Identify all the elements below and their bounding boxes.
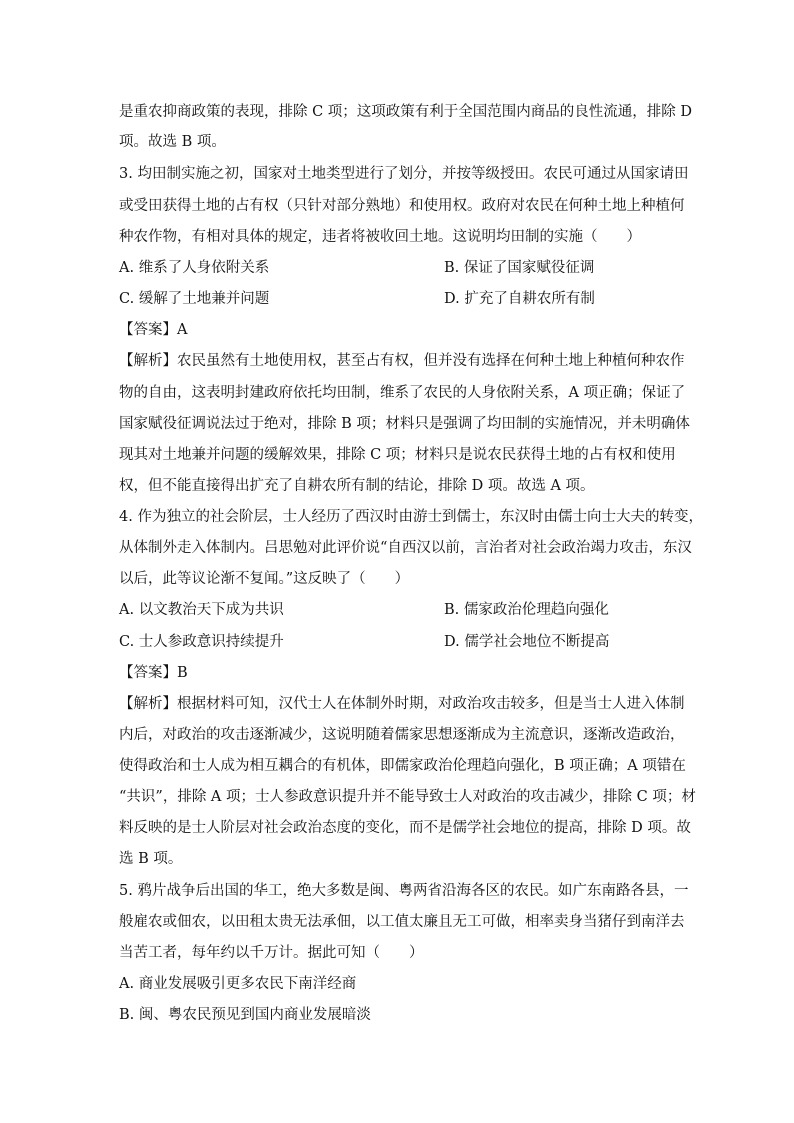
q3-analysis-line: 【解析】农民虽然有土地使用权，甚至占有权，但并没有选择在何种土地上种植何种农作 (119, 353, 685, 369)
q3-stem-line: 或受田获得土地的占有权（只针对部分熟地）和使用权。政府对农民在何种土地上种植何 (119, 198, 685, 214)
q4-option-b: B. 儒家政治伦理趋向强化 (444, 602, 609, 618)
q4-option-d: D. 儒学社会地位不断提高 (444, 634, 610, 650)
q4-analysis-line: 料反映的是士人阶层对社会政治态度的变化，而不是儒学社会地位的提高，排除 D 项。故 (119, 820, 691, 836)
q3-stem-line: 种农作物，有相对具体的规定，违者将被收回土地。这说明均田制的实施（ ） (119, 229, 641, 245)
q5-stem-line: 般雇农或佃农，以田租太贵无法承佃，以工值太廉且无工可做，相率卖身当猪仔到南洋去 (119, 914, 685, 930)
q4-analysis-line: 使得政治和士人成为相互耦合的有机体，即儒家政治伦理趋向强化，B 项正确；A 项错在 (119, 758, 686, 774)
q4-stem-line: 从体制外走入体制内。吕思勉对此评价说“自西汉以前，言治者对社会政治竭力攻击，东汉 (119, 540, 692, 556)
q3-analysis-line: 权，但不能直接得出扩充了自耕农所有制的结论，排除 D 项。故选 A 项。 (119, 478, 595, 494)
q3-analysis-line: 物的自由，这表明封建政府依托均田制，维系了农民的人身依附关系，A 项正确；保证了 (119, 385, 686, 401)
q5-option-a: A. 商业发展吸引更多农民下南洋经商 (119, 976, 357, 992)
text-line: 项。故选 B 项。 (119, 134, 226, 150)
q4-analysis-line: “共识”，排除 A 项；士人参政意识提升并不能导致士人对政治的攻击减少，排除 C 项；材 (119, 789, 696, 805)
q4-stem-line: 4. 作为独立的社会阶层，士人经历了西汉时由游士到儒士，东汉时由儒士向士大夫的转变， (119, 509, 703, 525)
q4-analysis-line: 内后，对政治的攻击逐渐减少，这说明随着儒家思想逐渐成为主流意识，逐渐改造政治， (119, 727, 685, 743)
q4-stem-line: 以后，此等议论渐不复闻。”这反映了（ ） (119, 571, 410, 587)
q5-stem-line: 5. 鸦片战争后出国的华工，绝大多数是闽、粤两省沿海各区的农民。如广东南路各县，一 (119, 883, 689, 899)
q3-analysis-line: 现其对土地兼并问题的缓解效果，排除 C 项；材料只是说农民获得土地的占有权和使用 (119, 447, 676, 463)
q4-option-a: A. 以文教治天下成为共识 (119, 602, 284, 618)
q5-stem-line: 当苦工者，每年约以千万计。据此可知（ ） (119, 945, 424, 961)
q4-analysis-line: 选 B 项。 (119, 851, 183, 867)
q3-answer: 【答案】A (119, 322, 188, 338)
q3-analysis-line: 国家赋役征调说法过于绝对，排除 B 项；材料只是强调了均田制的实施情况，并未明确体 (119, 416, 690, 432)
q3-option-b: B. 保证了国家赋役征调 (444, 260, 595, 276)
q3-option-d: D. 扩充了自耕农所有制 (444, 291, 595, 307)
q4-analysis-line: 【解析】根据材料可知，汉代士人在体制外时期，对政治攻击较多，但是当士人进入体制 (119, 696, 685, 712)
q4-option-c: C. 士人参政意识持续提升 (119, 634, 284, 650)
q3-stem-line: 3. 均田制实施之初，国家对土地类型进行了划分，并按等级授田。农民可通过从国家请田 (119, 166, 689, 182)
text-line: 是重农抑商政策的表现，排除 C 项；这项政策有利于全国范围内商品的良性流通，排除 D (119, 104, 693, 120)
q4-answer: 【答案】B (119, 665, 188, 681)
q5-option-b: B. 闽、粤农民预见到国内商业发展暗淡 (119, 1007, 371, 1023)
q3-option-c: C. 缓解了土地兼并问题 (119, 291, 270, 307)
q3-option-a: A. 维系了人身依附关系 (119, 260, 270, 276)
